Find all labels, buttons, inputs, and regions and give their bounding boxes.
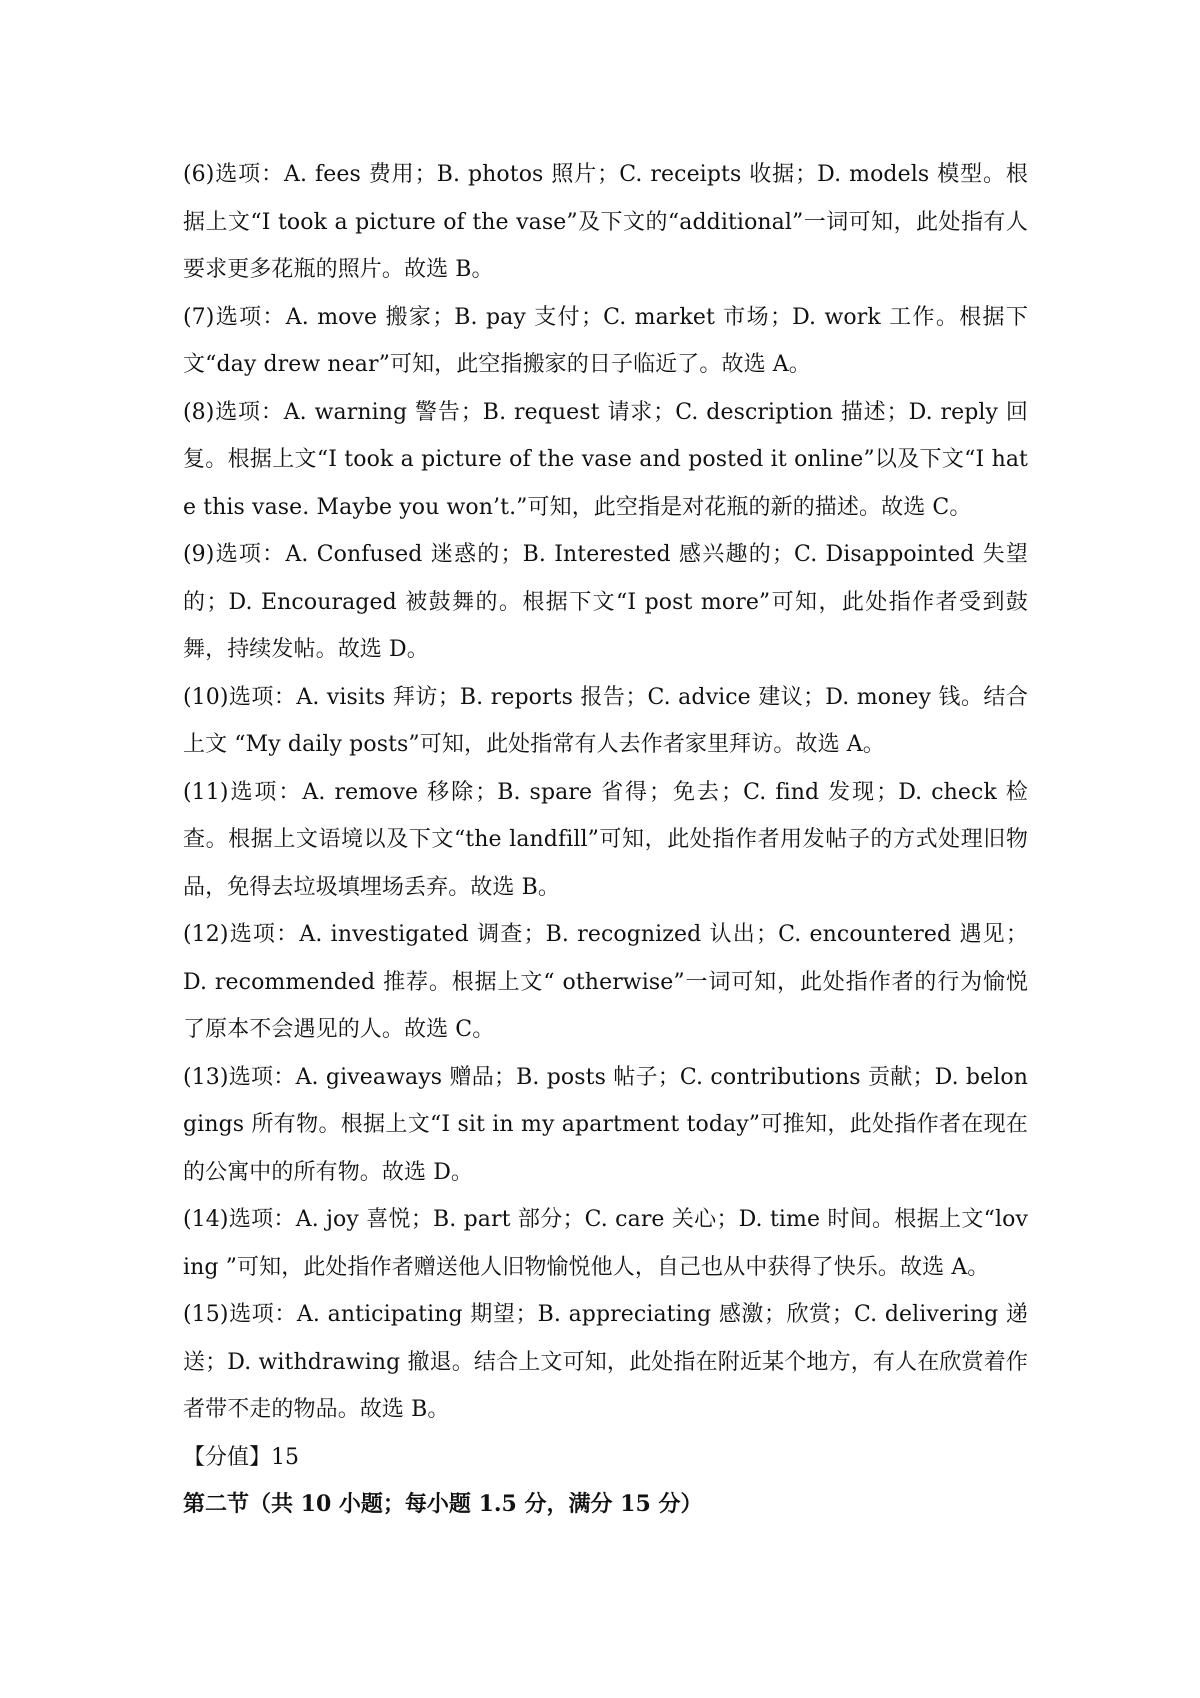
score-line: 【分值】15 (183, 1444, 299, 1470)
explanation-q7: (7)选项：A. move 搬家；B. pay 支付；C. market 市场；D. work 工作。根据下文“day drew near”可知，此空指搬家的日子临近了。故选 A。 (183, 304, 1028, 377)
explanation-q10: (10)选项：A. visits 拜访；B. reports 报告；C. advice 建议；D. money 钱。结合上文 “My daily posts”可知，此处指常有人去作者家里拜访。故选 A。 (183, 684, 1028, 757)
explanation-q12: (12)选项：A. investigated 调查；B. recognized 认出；C. encountered 遇见；D. recommended 推荐。根据上文“ otherwise”一词可知，此处指作者的行为愉悦了原本不会遇见的人。故选 C。 (183, 922, 1028, 1042)
explanation-q11: (11)选项：A. remove 移除；B. spare 省得；免去；C. find 发现；D. check 检查。根据上文语境以及下文“the landfill”可知，此处指作者用发帖子的方式处理旧物品，免得去垃圾填埋场丢弃。故选 B。 (183, 779, 1028, 900)
explanation-q8: (8)选项：A. warning 警告；B. request 请求；C. description 描述；D. reply 回复。根据上文“I took a picture of the vase and posted it online”以及下文“I hate this vase. Maybe you won’t.”可知，此空指是对花瓶的新的描述。故选 C。 (183, 399, 1028, 520)
section-title: 第二节（共 10 小题；每小题 1.5 分，满分 15 分） (183, 1491, 703, 1517)
explanation-q9: (9)选项：A. Confused 迷惑的；B. Interested 感兴趣的；C. Disappointed 失望的；D. Encouraged 被鼓舞的。根据下文“I post more”可知，此处指作者受到鼓舞，持续发帖。故选 D。 (183, 542, 1028, 662)
answer-explanations (183, 151, 1028, 1529)
explanation-q15: (15)选项：A. anticipating 期望；B. appreciating 感激；欣赏；C. delivering 递送；D. withdrawing 撤退。结合上文可知，此处指在附近某个地方，有人在欣赏着作者带不走的物品。故选 B。 (183, 1302, 1028, 1422)
explanation-q13: (13)选项：A. giveaways 赠品；B. posts 帖子；C. contributions 贡献；D. belongings 所有物。根据上文“I sit in my apartment today”可推知，此处指作者在现在的公寓中的所有物。故选 D。 (183, 1064, 1028, 1185)
explanation-q6: (6)选项：A. fees 费用；B. photos 照片；C. receipts 收据；D. models 模型。根据上文“I took a picture of the vase”及下文的“additional”一词可知，此处指有人要求更多花瓶的照片。故选 B。 (183, 162, 1028, 282)
explanation-q14: (14)选项：A. joy 喜悦；B. part 部分；C. care 关心；D. time 时间。根据上文“loving ”可知，此处指作者赠送他人旧物愉悦他人，自己也从中获得了快乐。故选 A。 (183, 1207, 1028, 1280)
